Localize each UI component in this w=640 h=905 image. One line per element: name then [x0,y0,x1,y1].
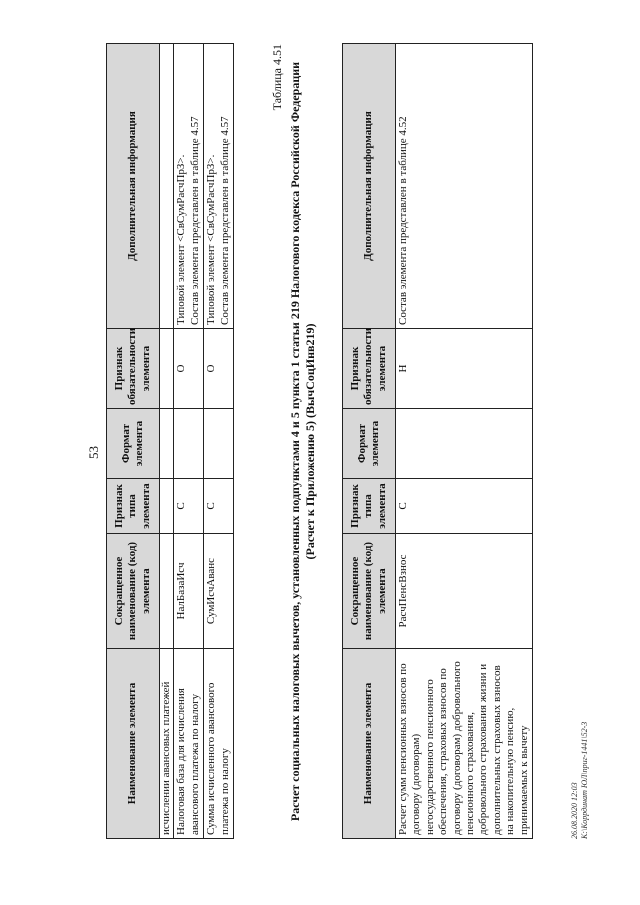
cell-format [204,409,234,479]
cell-type [160,479,174,534]
cell-type: С [174,479,204,534]
table-row [160,44,174,839]
header-format: Формат элемента [107,409,160,479]
table-row [396,44,533,839]
cell-code [160,534,174,649]
table-header-row [343,44,396,839]
table-row [204,44,234,839]
info-line: Типовой элемент <СвСумРасчПрЗ>. [205,154,218,325]
header-type: Признак типа элемента [107,479,160,534]
cell-code: РасчПенсВзнос [396,534,533,649]
rotated-content [30,30,610,875]
cell-format [174,409,204,479]
table-row [174,44,204,839]
cell-code: НалБазаИсч [174,534,204,649]
header-info: Дополнительная информация [107,44,160,329]
table-continuation [106,43,234,839]
cell-type: С [204,479,234,534]
header-mandatory: Признак обязательности элемента [107,329,160,409]
header-mandatory: Признак обязательности элемента [343,329,396,409]
table-header-row [107,44,160,839]
cell-mandatory [160,329,174,409]
header-info: Дополнительная информация [343,44,396,329]
cell-mandatory: Н [396,329,533,409]
footer-line: К:\Коррдинат ЮЛ\приг-1441\52-3 [579,721,589,839]
header-type: Признак типа элемента [343,479,396,534]
header-name: Наименование элемента [343,649,396,839]
cell-name: Расчет сумм пенсионных взносов по договору (договорам) негосударственного пенсионного обеспечения, страховых взносов по договору (договорам) добровольного пенсионного страхования, добровольного страхования жизни и дополнительных страховых взносов на накопительную пенсию, принимаемых к вычету [396,649,533,839]
info-line: Типовой элемент <СвСумРасчПрЗ>. [175,154,188,325]
header-code: Сокращенное наименование (код) элемента [343,534,396,649]
header-name: Наименование элемента [107,649,160,839]
header-format: Формат элемента [343,409,396,479]
cell-info: Состав элемента представлен в таблице 4.52 [396,44,533,329]
cell-info [204,44,234,329]
footer-stamp [570,722,589,839]
cell-name: Налоговая база для исчисления авансового платежа по налогу [174,649,204,839]
cell-name: исчислении авансовых платежей [160,649,174,839]
footer-line: 26.08.2020 12:03 [570,782,579,839]
cell-type: С [396,479,533,534]
cell-info [160,44,174,329]
cell-name: Сумма исчисленного авансового платежа по налогу [204,649,234,839]
cell-mandatory: О [174,329,204,409]
cell-info [174,44,204,329]
info-line: Состав элемента представлен в таблице 4.57 [218,116,231,325]
info-line: Состав элемента представлен в таблице 4.57 [188,116,201,325]
table-number: Таблица 4.51 [270,44,284,111]
cell-code: СумИсчАванс [204,534,234,649]
page-number: 53 [86,446,101,459]
table-title: Расчет социальных налоговых вычетов, установленных подпунктами 4 и 5 пункта 1 статьи 219 Налогового кодекса Российской Федерации (Расчет к Приложению 5) (ВычСоцИнв219) [288,61,317,822]
cell-mandatory: О [204,329,234,409]
table-4-51 [342,43,533,839]
header-code: Сокращенное наименование (код) элемента [107,534,160,649]
cell-format [160,409,174,479]
cell-format [396,409,533,479]
